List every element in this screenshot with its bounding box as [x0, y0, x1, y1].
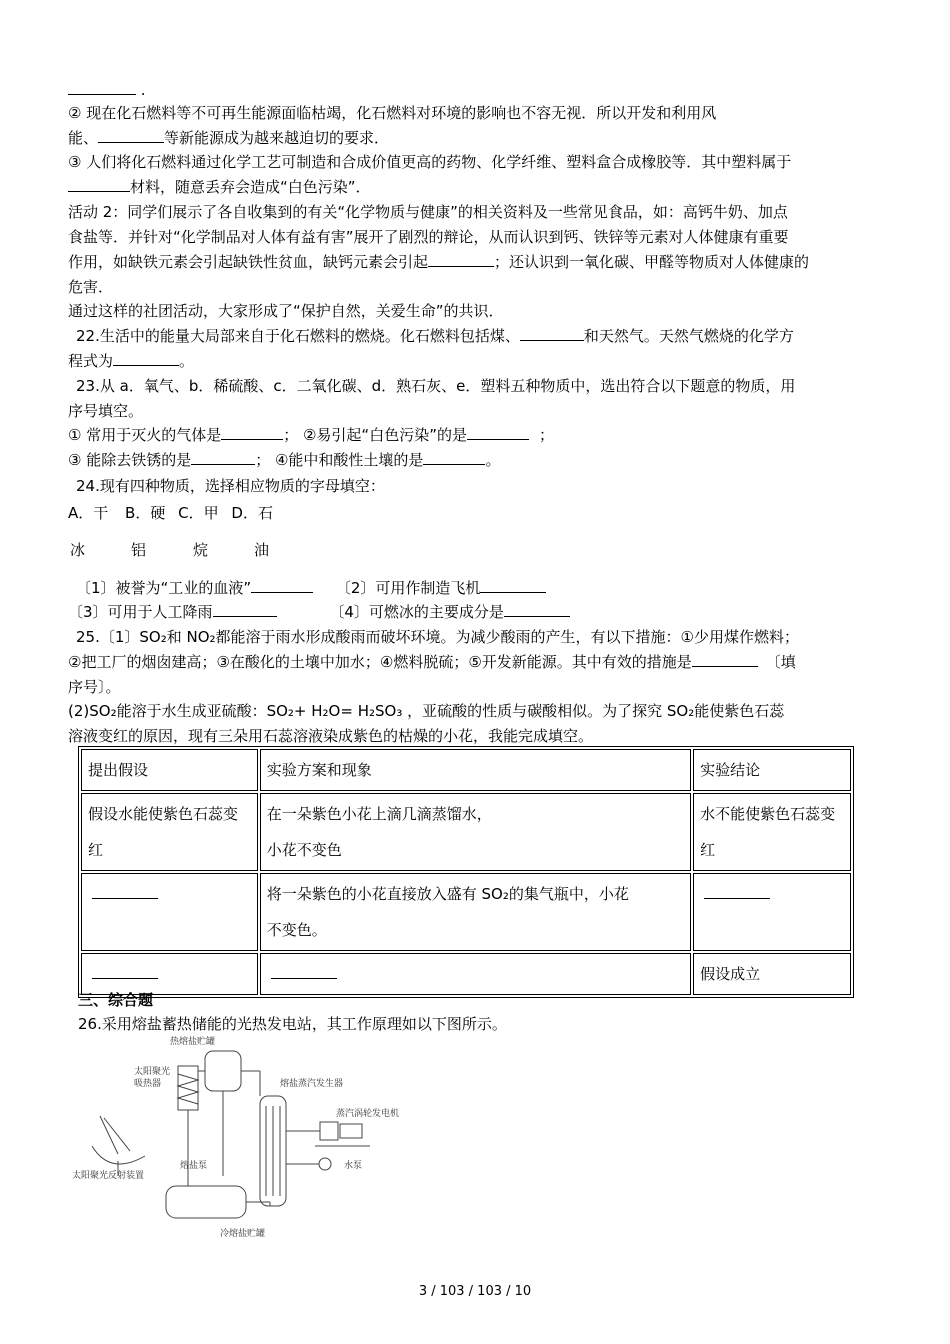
answer-blank[interactable] [221, 423, 283, 440]
table-row [81, 793, 851, 871]
table-cell: 将一朵紫色的小花直接放入盛有 SO₂的集气瓶中，小花 不变色。 [260, 873, 691, 951]
answer-blank[interactable] [98, 126, 164, 143]
answer-blank[interactable] [191, 448, 255, 465]
line-3: ③ 人们将化石燃料通过化学工艺可制造和合成价值更高的药物、化学纤维、塑料盒合成橡胶等．其中塑料属于 [68, 153, 792, 171]
question-22-cont: 程式为 。 [68, 349, 194, 373]
line-7: 作用，如缺铁元素会引起缺铁性贫血，缺钙元素会引起 ；还认识到一氧化碳、甲醛等物质对人体健康的 [68, 250, 809, 274]
question-26: 26.采用熔盐蓄热储能的光热发电站，其工作原理如以下图所示。 [78, 1015, 507, 1033]
question-25-cont: ②把工厂的烟囱建高；③在酸化的土壤中加水；④燃料脱硫；⑤开发新能源。其中有效的措施是 〔填 [68, 650, 796, 674]
answer-blank[interactable] [68, 175, 130, 192]
table-cell [260, 953, 691, 995]
label-cold-tank: 冷熔盐贮罐 [220, 1229, 266, 1239]
header-plan: 实验方案和现象 [260, 749, 691, 791]
label-salt-pump: 熔盐泵 [180, 1161, 208, 1171]
line-8: 危害． [68, 278, 114, 296]
question-25: 25.〔1〕SO₂和 NO₂都能溶于雨水形成酸雨而破坏环境。为减少酸雨的产生，有以下措施：①少用煤作燃料； [76, 628, 799, 646]
answer-blank[interactable] [68, 78, 136, 95]
solar-thermal-diagram [70, 1036, 430, 1246]
answer-blank[interactable] [467, 423, 529, 440]
line-5: 活动 2：同学们展示了各自收集到的有关“化学物质与健康”的相关资料及一些常见食品，如：高钙牛奶、加点 [68, 203, 788, 221]
page-number: 3 / 103 / 103 / 10 [418, 1284, 532, 1299]
header-conclusion: 实验结论 [693, 749, 851, 791]
label-absorber-2: 吸热器 [134, 1079, 162, 1089]
answer-blank[interactable] [92, 882, 158, 899]
question-22: 22.生活中的能量大局部来自于化石燃料的燃烧。化石燃料包括煤、 和天然气。天然气燃烧的化学方 [76, 324, 794, 348]
question-24: 24.现有四种物质，选择相应物质的字母填空： [76, 477, 385, 495]
answer-blank[interactable] [423, 448, 485, 465]
header-hypothesis: 提出假设 [81, 749, 258, 791]
experiment-table [78, 746, 854, 998]
label-steam-generator: 熔盐蒸汽发生器 [280, 1079, 344, 1089]
table-cell [693, 873, 851, 951]
question-23-cont: 序号填空。 [68, 402, 144, 420]
q24-row-2: 〔3〕可用于人工降雨 〔4〕可燃冰的主要成分是 [68, 600, 570, 624]
question-23: 23.从 a．氧气、b．稀硫酸、c．二氧化碳、d．熟石灰、e．塑料五种物质中，选出符合以下题意的物质，用 [76, 377, 796, 395]
line-2: 能、 等新能源成为越来越迫切的要求． [68, 126, 389, 150]
answer-blank[interactable] [251, 576, 313, 593]
line-0: . [68, 78, 146, 102]
question-25-part-2-cont: 溶液变红的原因，现有三朵用石蕊溶液染成紫色的枯燥的小花，我能完成填空。 [68, 727, 594, 745]
table-cell: 水不能使紫色石蕊变 红 [693, 793, 851, 871]
label-reflector: 太阳聚光反射装置 [72, 1171, 145, 1181]
answer-blank[interactable] [704, 882, 770, 899]
label-water-pump: 水泵 [344, 1161, 363, 1171]
question-25-part-2: (2)SO₂能溶于水生成亚硫酸：SO₂+ H₂O= H₂SO₃ ，亚硫酸的性质与碳酸相似。为了探究 SO₂能使紫色石蕊 [68, 702, 785, 720]
table-header-row [81, 749, 851, 791]
question-23-part-2: ③ 能除去铁锈的是 ； ④能中和酸性土壤的是 。 [68, 448, 500, 472]
question-23-part-1: ① 常用于灭火的气体是 ； ②易引起“白色污染”的是 ； [68, 423, 554, 447]
answer-blank[interactable] [480, 576, 546, 593]
question-25-cont2: 序号〕。 [68, 678, 121, 696]
line-1: ② 现在化石燃料等不可再生能源面临枯竭，化石燃料对环境的影响也不容无视．所以开发和利用风 [68, 104, 717, 122]
option-b: B．硬 [125, 504, 166, 522]
table-row [81, 873, 851, 951]
answer-blank[interactable] [213, 600, 277, 617]
option-a: A．干 [68, 504, 109, 522]
answer-blank[interactable] [504, 600, 570, 617]
option-d: D．石 [231, 504, 273, 522]
answer-blank[interactable] [428, 250, 494, 267]
table-cell [81, 873, 258, 951]
answer-blank[interactable] [692, 650, 758, 667]
line-6: 食盐等．并针对“化学制品对人体有益有害”展开了剧烈的辩论，从而认识到钙、铁锌等元素对人体健康有重要 [68, 228, 789, 246]
label-hot-tank: 热熔盐贮罐 [170, 1037, 216, 1047]
section-heading: 三、综合题 [78, 991, 154, 1009]
line-4: 材料，随意丢弃会造成“白色污染”． [68, 175, 371, 199]
answer-blank[interactable] [113, 349, 179, 366]
q24-row-1: 〔1〕被誉为“工业的血液” 〔2〕可用作制造飞机 [76, 576, 546, 600]
answer-blank[interactable] [92, 962, 158, 979]
answer-blank[interactable] [520, 324, 584, 341]
option-c: C．甲 [178, 504, 219, 522]
table-row [81, 953, 851, 995]
label-turbine: 蒸汽涡轮发电机 [336, 1109, 400, 1119]
line-9: 通过这样的社团活动，大家形成了“保护自然，关爱生命”的共识． [68, 302, 504, 320]
label-absorber-1: 太阳聚光 [134, 1067, 171, 1077]
q24-options-row1 [68, 501, 273, 525]
answer-blank[interactable] [271, 962, 337, 979]
table-cell: 假设成立 [693, 953, 851, 995]
table-cell: 在一朵紫色小花上滴几滴蒸馏水， 小花不变色 [260, 793, 691, 871]
table-cell: 假设水能使紫色石蕊变 红 [81, 793, 258, 871]
